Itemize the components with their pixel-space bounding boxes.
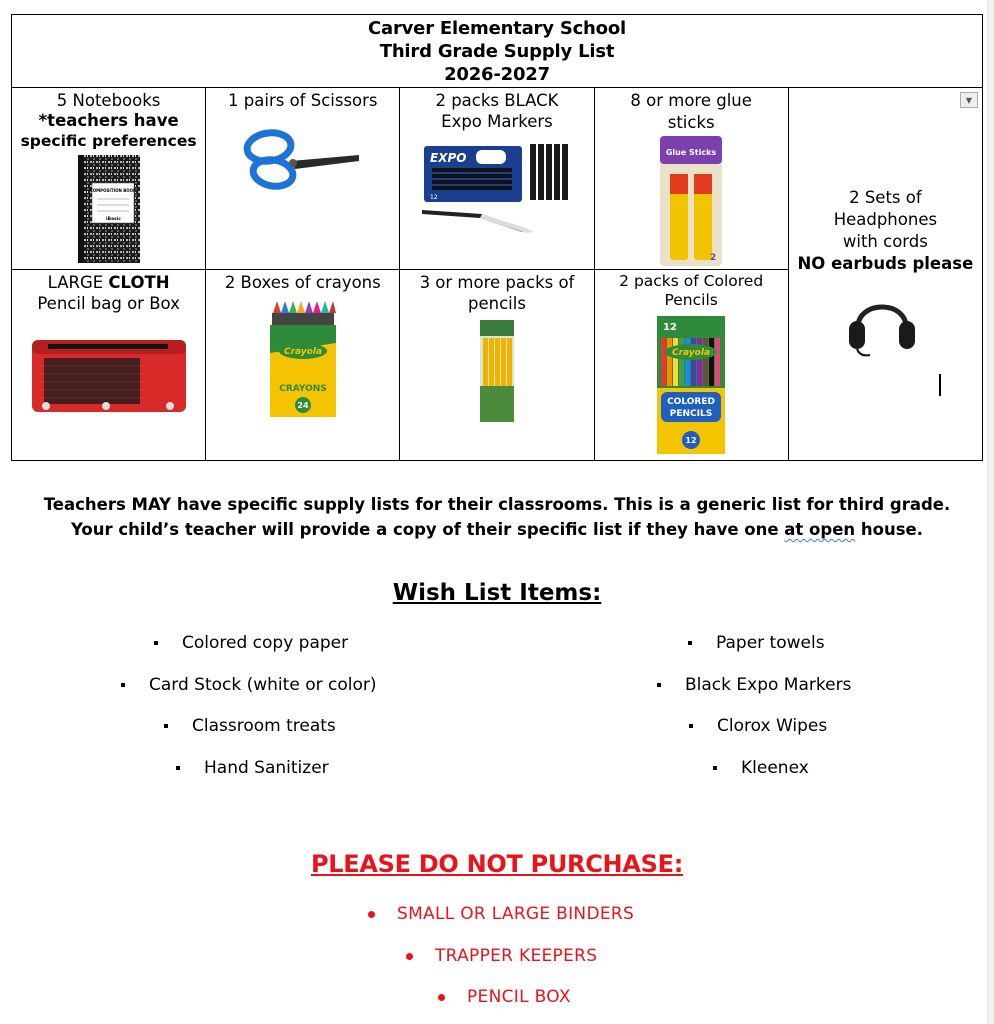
wish-list-item: Classroom treats <box>164 716 336 736</box>
svg-text:24: 24 <box>297 401 309 410</box>
cell-crayons <box>206 270 400 461</box>
teacher-note <box>0 492 994 542</box>
colored-pencils-image <box>599 316 784 454</box>
pencil-bag-image <box>16 334 201 418</box>
bullet-square-icon <box>164 724 168 728</box>
svg-text:2: 2 <box>710 253 717 263</box>
wish-list-title: Wish List Items: <box>392 580 602 606</box>
do-not-purchase-item: PENCIL BOX <box>438 987 571 1007</box>
colored-pencils-label-line2: Pencils <box>664 291 718 309</box>
markers-label-line1: 2 packs BLACK <box>435 91 559 110</box>
cell-glue-sticks <box>594 88 788 270</box>
crayons-image <box>210 299 395 417</box>
cell-scissors <box>206 88 400 270</box>
crayons-label: 2 Boxes of crayons <box>224 273 381 292</box>
glue-label-line2: sticks <box>667 113 715 132</box>
table-header <box>12 15 983 88</box>
bullet-dot-icon <box>438 994 445 1001</box>
svg-text:PENCILS: PENCILS <box>669 409 713 419</box>
svg-text:COMPOSITION BOOK: COMPOSITION BOOK <box>89 188 136 193</box>
svg-text:12: 12 <box>429 194 438 201</box>
cell-headphones <box>788 88 982 461</box>
expo-markers-image <box>404 142 589 234</box>
bullet-dot-icon <box>368 911 375 918</box>
glue-sticks-image <box>599 136 784 266</box>
colored-pencils-label-line1: 2 packs of Colored <box>619 272 764 290</box>
headphones-label-line1: 2 Sets of <box>849 188 922 207</box>
supply-table <box>11 14 983 461</box>
pencil-bag-label-line1: LARGE CLOTH <box>47 273 170 292</box>
notebook-image <box>16 155 201 263</box>
cell-colored-pencils <box>594 270 788 461</box>
pencils-label-line1: 3 or more packs of <box>419 273 575 292</box>
scissors-image <box>210 125 395 195</box>
vertical-scrollbar[interactable] <box>987 0 994 1024</box>
pencils-image <box>404 320 589 422</box>
svg-text:Glue Sticks: Glue Sticks <box>665 148 717 157</box>
svg-text:Crayola: Crayola <box>283 347 322 357</box>
bullet-square-icon <box>688 641 692 645</box>
bullet-square-icon <box>176 766 180 770</box>
cell-notebooks <box>12 88 206 270</box>
notebooks-label: 5 Notebooks <box>56 91 161 110</box>
bullet-dot-icon <box>406 953 413 960</box>
svg-text:EXPO: EXPO <box>429 151 467 165</box>
headphones-label-line4: NO earbuds please <box>797 254 974 273</box>
text-cursor <box>939 374 941 396</box>
pencil-bag-label-line2: Pencil bag or Box <box>37 294 180 313</box>
cell-pencil-bag <box>12 270 206 461</box>
wish-list-item: Hand Sanitizer <box>176 758 329 778</box>
dropdown-arrow-icon[interactable]: ▼ <box>960 92 978 108</box>
markers-label-line2: Expo Markers <box>441 112 553 131</box>
headphones-label-line2: Headphones <box>833 210 938 229</box>
cell-pencils <box>400 270 594 461</box>
svg-text:iBasic: iBasic <box>105 217 121 222</box>
headphones-image <box>787 291 978 357</box>
teacher-note-line2: Your child’s teacher will provide a copy of their specific list if they have one at open house. <box>70 520 923 539</box>
bullet-square-icon <box>657 683 661 687</box>
do-not-purchase-item: SMALL OR LARGE BINDERS <box>368 904 634 924</box>
wish-list-item: Clorox Wipes <box>689 716 827 736</box>
wish-list-item: Black Expo Markers <box>657 675 851 695</box>
school-year: 2026-2027 <box>444 64 550 85</box>
headphones-label-line3: with cords <box>842 232 928 251</box>
do-not-purchase-title: PLEASE DO NOT PURCHASE: <box>311 850 683 878</box>
svg-text:Crayola: Crayola <box>672 348 711 358</box>
notebooks-note-line2: specific preferences <box>20 132 197 150</box>
pencils-label-line2: pencils <box>468 294 526 313</box>
svg-text:COLORED: COLORED <box>667 397 716 407</box>
glue-label-line1: 8 or more glue <box>630 91 752 110</box>
do-not-purchase-item: TRAPPER KEEPERS <box>406 946 597 966</box>
bullet-square-icon <box>121 683 125 687</box>
spellcheck-squiggle: at open <box>784 520 856 539</box>
cell-markers <box>400 88 594 270</box>
svg-text:CRAYONS: CRAYONS <box>279 384 327 394</box>
wish-list-item: Kleenex <box>713 758 809 778</box>
notebooks-note-line1: *teachers have <box>38 111 179 130</box>
list-title: Third Grade Supply List <box>379 41 615 62</box>
svg-text:12: 12 <box>685 436 697 445</box>
school-name: Carver Elementary School <box>368 18 626 39</box>
wish-list-item: Card Stock (white or color) <box>121 675 376 695</box>
teacher-note-line1: Teachers MAY have specific supply lists for their classrooms. This is a generic list for third grade. <box>43 495 951 514</box>
bullet-square-icon <box>154 641 158 645</box>
wish-list-item: Paper towels <box>688 633 825 653</box>
svg-text:12: 12 <box>663 322 678 333</box>
wish-list-item: Colored copy paper <box>154 633 348 653</box>
scissors-label: 1 pairs of Scissors <box>228 91 378 110</box>
bullet-square-icon <box>713 766 717 770</box>
bullet-square-icon <box>689 724 693 728</box>
